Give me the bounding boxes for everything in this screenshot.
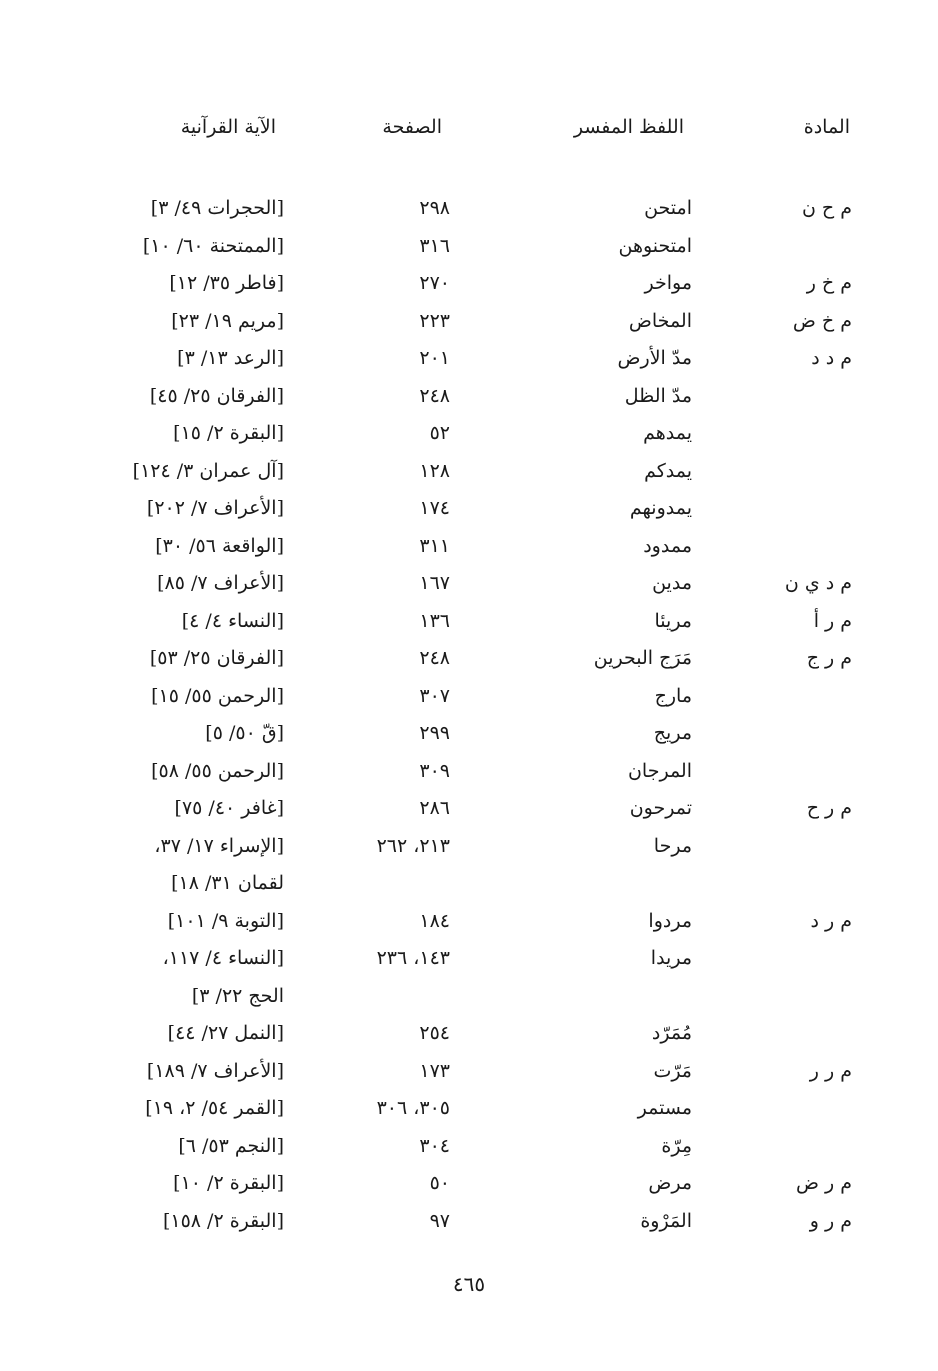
- table-row: [0, 756, 938, 794]
- cell-word: مارج: [654, 684, 692, 707]
- table-row: [0, 456, 938, 494]
- table-row: [0, 606, 938, 644]
- cell-page: ٢٧٠: [419, 272, 450, 294]
- cell-page: ٢٥٤: [419, 1022, 450, 1044]
- table-row: [0, 1206, 938, 1244]
- cell-page: ١٨٤: [419, 909, 450, 932]
- cell-verse: [الرعد ١٣/ ٣]: [177, 347, 284, 369]
- cell-word: يمدهم: [643, 422, 692, 444]
- table-row: [0, 1093, 938, 1131]
- cell-verse: [النمل ٢٧/ ٤٤]: [167, 1022, 284, 1044]
- cell-word: مريج: [653, 722, 692, 744]
- cell-verse: [القمر ٥٤/ ٢، ١٩]: [145, 1097, 284, 1119]
- cell-root: م ر ج: [806, 647, 852, 669]
- cell-page: ٢٨٦: [419, 797, 450, 819]
- header-page: الصفحة: [382, 116, 442, 138]
- cell-word: المرجان: [627, 759, 692, 782]
- cell-verse: [الرحمن ٥٥/ ١٥]: [151, 684, 284, 707]
- cell-verse: [الحجرات ٤٩/ ٣]: [150, 197, 284, 219]
- table-row: [0, 381, 938, 419]
- cell-page: ٥٢: [429, 422, 450, 444]
- cell-page: ١٢٨: [419, 459, 450, 482]
- table-row: [0, 681, 938, 719]
- cell-page: ١٧٣: [419, 1059, 450, 1082]
- table-row: [0, 981, 938, 1019]
- table-row: [0, 718, 938, 756]
- cell-root: م ر و: [809, 1209, 852, 1232]
- table-row: [0, 1018, 938, 1056]
- cell-verse: [الأعراف ٧/ ٨٥]: [157, 572, 284, 594]
- cell-verse: [الفرقان ٢٥/ ٤٥]: [149, 384, 284, 407]
- cell-page: ٢٢٣: [419, 309, 450, 332]
- cell-word: يمدونهم: [629, 497, 692, 519]
- cell-word: مريدا: [650, 947, 692, 969]
- cell-verse: [الرحمن ٥٥/ ٥٨]: [151, 759, 284, 782]
- cell-verse: [الفرقان ٢٥/ ٥٣]: [149, 647, 284, 669]
- cell-verse: [مريم ١٩/ ٢٣]: [171, 309, 284, 332]
- cell-verse: لقمان ٣١/ ١٨]: [171, 872, 284, 894]
- cell-verse: [البقرة ٢/ ١٥٨]: [162, 1209, 284, 1232]
- cell-word: تمرحون: [629, 797, 692, 819]
- cell-page: ٣٠٩: [419, 759, 450, 782]
- cell-verse: [البقرة ٢/ ١٥]: [173, 422, 284, 444]
- cell-word: مريئا: [654, 609, 692, 632]
- cell-word: مستمر: [637, 1097, 692, 1119]
- cell-word: مُمَرّد: [651, 1022, 692, 1044]
- cell-word: مرض: [648, 1172, 692, 1194]
- cell-page: ١٤٣، ٢٣٦: [376, 947, 450, 969]
- table-header: [0, 116, 938, 146]
- table-row: [0, 343, 938, 381]
- cell-word: مدين: [652, 572, 692, 594]
- cell-word: ممدود: [643, 534, 692, 557]
- cell-page: ٢٤٨: [419, 384, 450, 407]
- cell-word: المخاض: [628, 309, 692, 332]
- table-row: [0, 1056, 938, 1094]
- table-row: [0, 643, 938, 681]
- table-row: [0, 493, 938, 531]
- table-row: [0, 793, 938, 831]
- cell-page: ٥٠: [429, 1172, 450, 1194]
- page-number: ٤٦٥: [452, 1272, 486, 1296]
- cell-root: م ر ر: [809, 1059, 852, 1082]
- cell-verse: [الممتحنة ٦٠/ ١٠]: [142, 234, 284, 257]
- cell-page: ٣٠٤: [419, 1134, 450, 1157]
- cell-word: يمدكم: [644, 459, 692, 482]
- cell-page: ٣٠٧: [419, 684, 450, 707]
- table-row: [0, 906, 938, 944]
- cell-root: م د د: [811, 347, 852, 369]
- cell-verse: [البقرة ٢/ ١٠]: [173, 1172, 284, 1194]
- cell-page: ١٦٧: [419, 572, 450, 594]
- cell-word: المَرْوة: [640, 1209, 692, 1232]
- cell-verse: [النجم ٥٣/ ٦]: [178, 1134, 284, 1157]
- cell-word: مَرّت: [653, 1059, 692, 1082]
- cell-verse: [النساء ٤/ ١١٧،: [162, 947, 284, 969]
- cell-verse: [التوبة ٩/ ١٠١]: [167, 909, 284, 932]
- cell-root: م ر أ: [813, 609, 852, 632]
- cell-verse: [آل عمران ٣/ ١٢٤]: [132, 459, 284, 482]
- cell-page: ٣٠٥، ٣٠٦: [376, 1097, 450, 1119]
- header-word: اللفظ المفسر: [573, 116, 684, 138]
- cell-page: ٢٤٨: [419, 647, 450, 669]
- cell-root: م خ ر: [806, 272, 852, 294]
- cell-verse: [قّ ٥٠/ ٥]: [205, 722, 284, 744]
- cell-page: ٢٩٨: [419, 197, 450, 219]
- cell-verse: [الواقعة ٥٦/ ٣٠]: [155, 534, 284, 557]
- cell-page: ١٧٤: [419, 497, 450, 519]
- cell-word: مردوا: [648, 909, 692, 932]
- header-verse: الآية القرآنية: [180, 116, 276, 138]
- cell-root: م ر د: [810, 909, 852, 932]
- cell-page: ٢١٣، ٢٦٢: [376, 834, 450, 857]
- table-row: [0, 268, 938, 306]
- cell-word: مدّ الأرض: [617, 347, 692, 369]
- table-row: [0, 1131, 938, 1169]
- table-row: [0, 418, 938, 456]
- cell-root: م ر ح: [806, 797, 852, 819]
- cell-word: مَرَج البحرين: [593, 647, 692, 669]
- cell-word: امتحن: [644, 197, 692, 219]
- table-row: [0, 868, 938, 906]
- cell-verse: [غافر ٤٠/ ٧٥]: [174, 797, 284, 819]
- cell-word: مِرّة: [661, 1134, 692, 1157]
- header-root: المادة: [803, 116, 850, 138]
- table-row: [0, 1168, 938, 1206]
- cell-page: ٢٠١: [419, 347, 450, 369]
- cell-page: ٢٩٩: [419, 722, 450, 744]
- cell-word: مدّ الظل: [624, 384, 692, 407]
- cell-word: مواخر: [644, 272, 692, 294]
- cell-page: ١٣٦: [419, 609, 450, 632]
- cell-root: م د ي ن: [784, 572, 852, 594]
- cell-root: م ح ن: [801, 197, 852, 219]
- cell-page: ٣١١: [419, 534, 450, 557]
- cell-verse: [الأعراف ٧/ ١٨٩]: [146, 1059, 284, 1082]
- cell-verse: [الأعراف ٧/ ٢٠٢]: [146, 497, 284, 519]
- cell-page: ٩٧: [429, 1209, 450, 1232]
- table-row: [0, 943, 938, 981]
- cell-verse: الحج ٢٢/ ٣]: [191, 984, 284, 1007]
- cell-root: م خ ض: [792, 309, 852, 332]
- table-row: [0, 531, 938, 569]
- cell-verse: [الإسراء ١٧/ ٣٧،: [154, 834, 284, 857]
- cell-word: امتحنوهن: [618, 234, 692, 257]
- table-row: [0, 231, 938, 269]
- table-row: [0, 193, 938, 231]
- cell-verse: [النساء ٤/ ٤]: [181, 609, 284, 632]
- table-body: [0, 193, 938, 1243]
- cell-page: ٣١٦: [419, 234, 450, 257]
- cell-root: م ر ض: [796, 1172, 852, 1194]
- table-row: [0, 568, 938, 606]
- table-row: [0, 306, 938, 344]
- cell-word: مرحا: [653, 834, 692, 857]
- cell-verse: [فاطر ٣٥/ ١٢]: [169, 272, 284, 294]
- table-row: [0, 831, 938, 869]
